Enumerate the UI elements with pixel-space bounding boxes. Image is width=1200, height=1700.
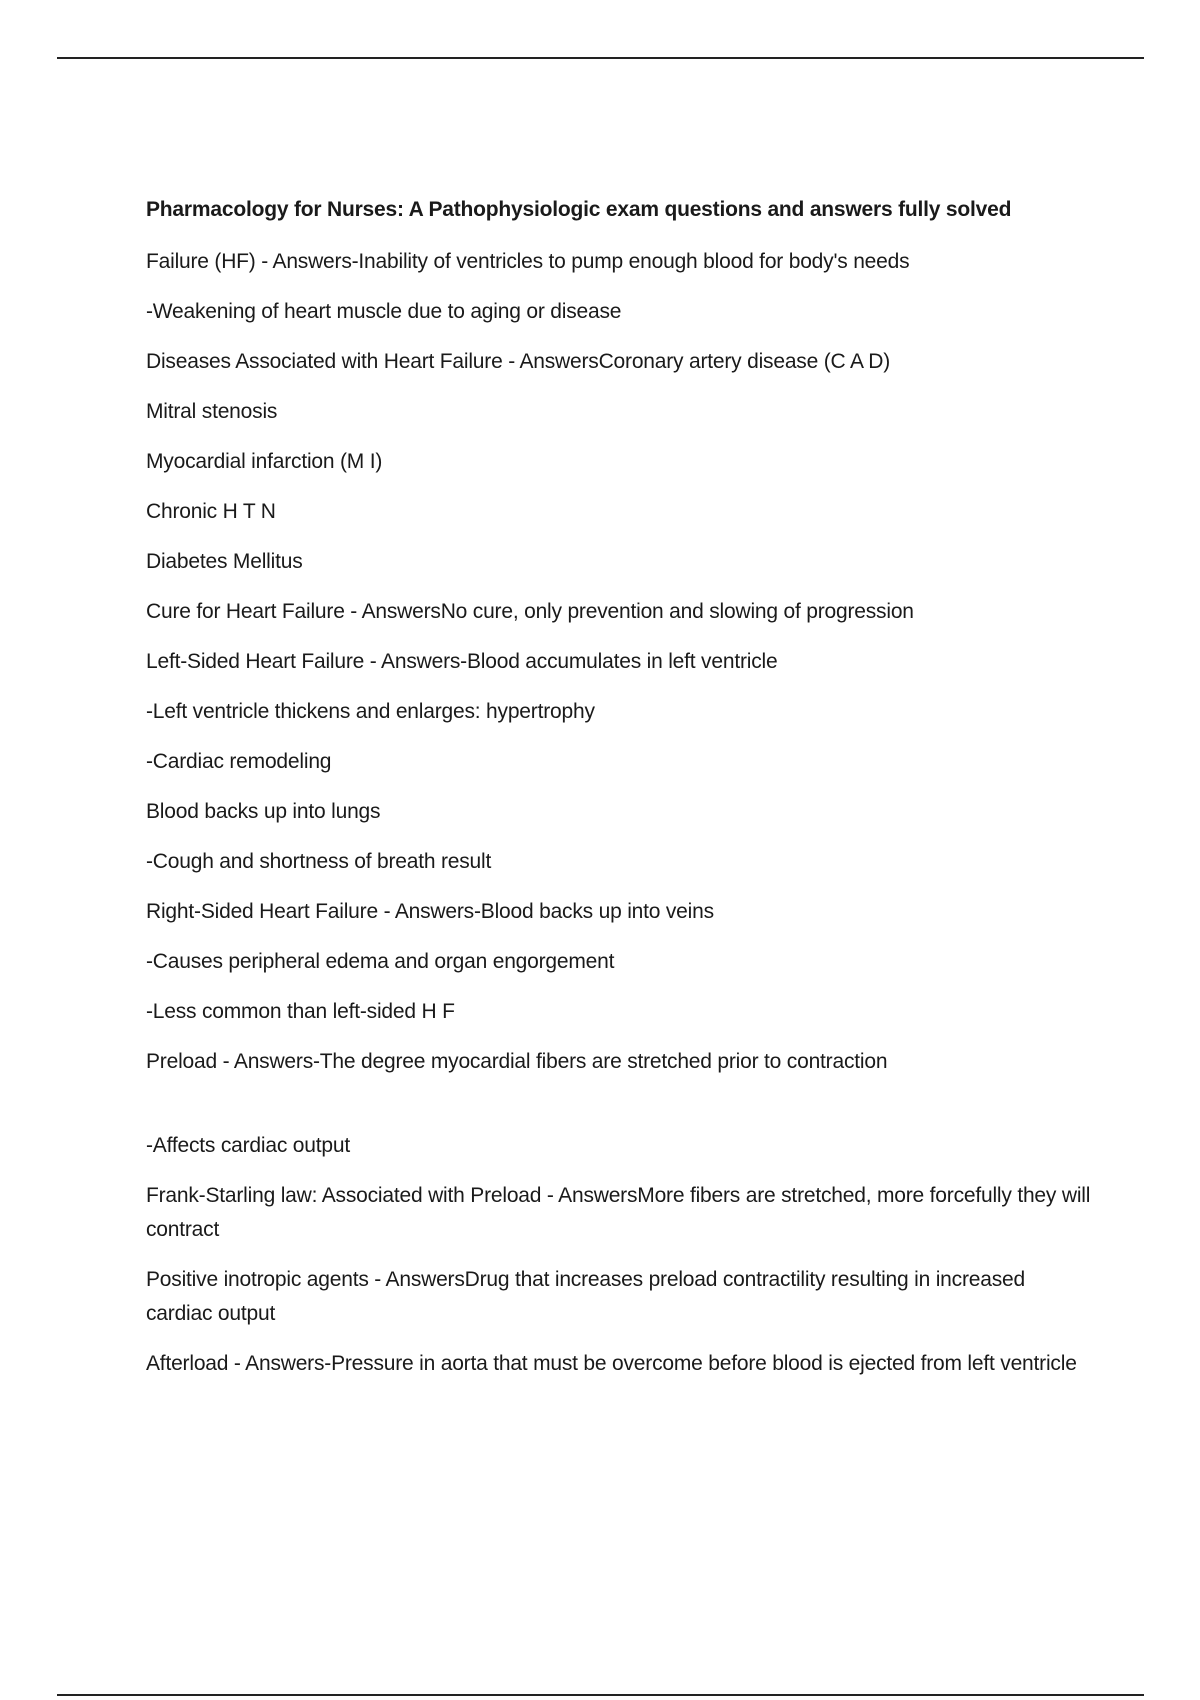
paragraph: -Affects cardiac output [146,1134,350,1157]
paragraph: Cure for Heart Failure - AnswersNo cure, only prevention and slowing of progression [146,600,914,623]
header-rule [57,57,1144,59]
paragraph: -Weakening of heart muscle due to aging or disease [146,300,622,323]
paragraph: Frank-Starling law: Associated with Preload - AnswersMore fibers are stretched, more forcefully they will contract [146,1184,1091,1241]
paragraph: Left-Sided Heart Failure - Answers-Blood accumulates in left ventricle [146,650,778,673]
paragraph: Diseases Associated with Heart Failure - AnswersCoronary artery disease (C A D) [146,350,890,373]
paragraph: Preload - Answers-The degree myocardial fibers are stretched prior to contraction [146,1050,888,1073]
paragraph: Right-Sided Heart Failure - Answers-Blood backs up into veins [146,900,714,923]
paragraph: Chronic H T N [146,500,276,523]
paragraph: Positive inotropic agents - AnswersDrug that increases preload contractility resulting in increased cardiac output [146,1268,1025,1325]
paragraph: -Cough and shortness of breath result [146,850,492,873]
paragraph: -Causes peripheral edema and organ engorgement [146,950,615,973]
document-title: Pharmacology for Nurses: A Pathophysiologic exam questions and answers fully solved [146,198,1012,221]
paragraph: Mitral stenosis [146,400,278,423]
paragraph: -Left ventricle thickens and enlarges: hypertrophy [146,700,595,723]
paragraph: Myocardial infarction (M I) [146,450,383,473]
paragraph: Blood backs up into lungs [146,800,381,823]
document-body [146,195,1091,1397]
paragraph: -Cardiac remodeling [146,750,332,773]
paragraph: Diabetes Mellitus [146,550,303,573]
paragraph: Afterload - Answers-Pressure in aorta that must be overcome before blood is ejected from left ventricle [146,1352,1077,1375]
footer-rule [57,1694,1144,1696]
paragraph: Failure (HF) - Answers-Inability of ventricles to pump enough blood for body's needs [146,250,910,273]
paragraph: -Less common than left-sided H F [146,1000,455,1023]
